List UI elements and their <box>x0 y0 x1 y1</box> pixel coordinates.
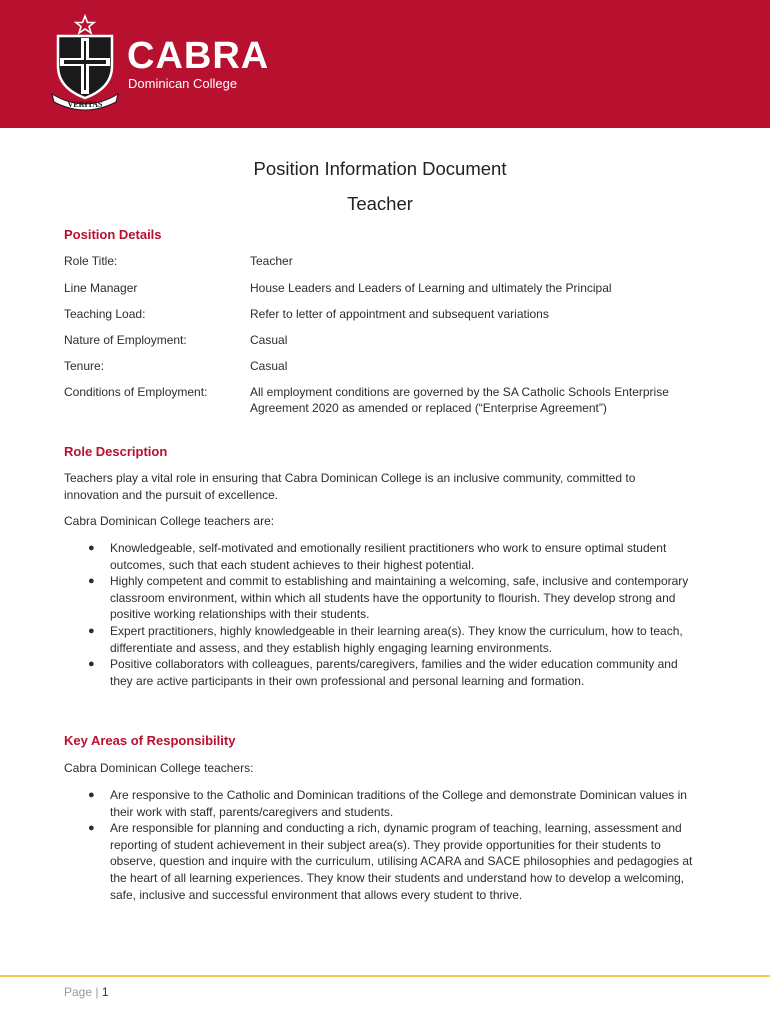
list-item: ● Highly competent and commit to establishing and maintaining a welcoming, safe, inclusive and contemporary classroom environment, within which all students have the opportunity to flourish. They develop strong and positive working relationships with their students. <box>88 574 689 622</box>
crest-motto: VERITAS <box>67 100 103 109</box>
bullet-icon: ● <box>88 624 95 637</box>
role-description-heading: Role Description <box>64 444 168 459</box>
document-title: Position Information Document <box>253 158 507 179</box>
list-item: ● Are responsive to the Catholic and Dominican traditions of the College and demonstrate Dominican values in their work with staff, parents/caregivers and students. <box>88 788 687 819</box>
key-areas-lead: Cabra Dominican College teachers: <box>64 761 254 775</box>
detail-value: Casual <box>250 333 288 347</box>
detail-value: Casual <box>250 359 288 373</box>
star-icon <box>76 16 94 33</box>
bullet-icon: ● <box>88 575 95 588</box>
role-description-list <box>88 540 695 689</box>
detail-label: Teaching Load: <box>64 307 146 321</box>
page-footer <box>64 985 109 999</box>
role-description-lead: Cabra Dominican College teachers are: <box>64 514 275 528</box>
detail-value: All employment conditions are governed by the SA Catholic Schools Enterprise Agreement 2020 as amended or replaced (“Enterprise Agreement”) <box>250 385 669 415</box>
detail-value: House Leaders and Leaders of Learning and ultimately the Principal <box>250 281 612 295</box>
list-item: ● Knowledgeable, self-motivated and emotionally resilient practitioners who work to ensure optimal student outcomes, such that each student achieves to their highest potential. <box>88 541 667 572</box>
detail-label: Tenure: <box>64 359 105 373</box>
detail-label: Line Manager <box>64 281 138 295</box>
list-item: ● Are responsible for planning and conducting a rich, dynamic program of teaching, learning, assessment and reporting of student achievement in their subject area(s). They provide opportunities for their students to observe, question and inquire with the curriculum, utilising ACARA and SACE philosophies and pedagogies at the heart of all learning experiences. They know their students and understand how to develop a welcoming, safe, inclusive and successful environment that allows every student to thrive. <box>88 821 693 902</box>
key-areas-heading: Key Areas of Responsibility <box>64 733 236 748</box>
detail-value: Teacher <box>250 254 293 268</box>
brand-subtitle: Dominican College <box>128 76 238 91</box>
role-description-intro: Teachers play a vital role in ensuring that Cabra Dominican College is an inclusive community, committed to innovation and the pursuit of excellence. <box>64 471 636 502</box>
page-separator: | <box>95 985 99 999</box>
key-areas-list <box>88 787 695 903</box>
header-banner <box>0 0 770 128</box>
bullet-icon: ● <box>88 789 95 801</box>
bullet-icon: ● <box>88 822 95 835</box>
detail-label: Role Title: <box>64 254 118 268</box>
position-details-heading: Position Details <box>64 227 162 242</box>
detail-label: Conditions of Employment: <box>64 385 208 399</box>
bullet-icon: ● <box>88 542 95 554</box>
college-crest-logo <box>48 14 122 114</box>
document-subtitle: Teacher <box>347 193 413 214</box>
list-item: ● Positive collaborators with colleagues, parents/caregivers, families and the wider education community and they are active participants in their own professional and personal learning and formation. <box>88 657 678 688</box>
page-label: Page <box>64 985 93 999</box>
footer-rule <box>0 975 770 977</box>
detail-label: Nature of Employment: <box>64 333 187 347</box>
bullet-icon: ● <box>88 658 95 671</box>
page-number: 1 <box>101 985 109 999</box>
brand-name: CABRA <box>127 35 270 77</box>
list-item: ● Expert practitioners, highly knowledgeable in their learning area(s). They know the curriculum, how to teach, differentiate and assess, and they establish highly engaging learning environments. <box>88 623 683 655</box>
detail-value: Refer to letter of appointment and subsequent variations <box>250 307 549 321</box>
